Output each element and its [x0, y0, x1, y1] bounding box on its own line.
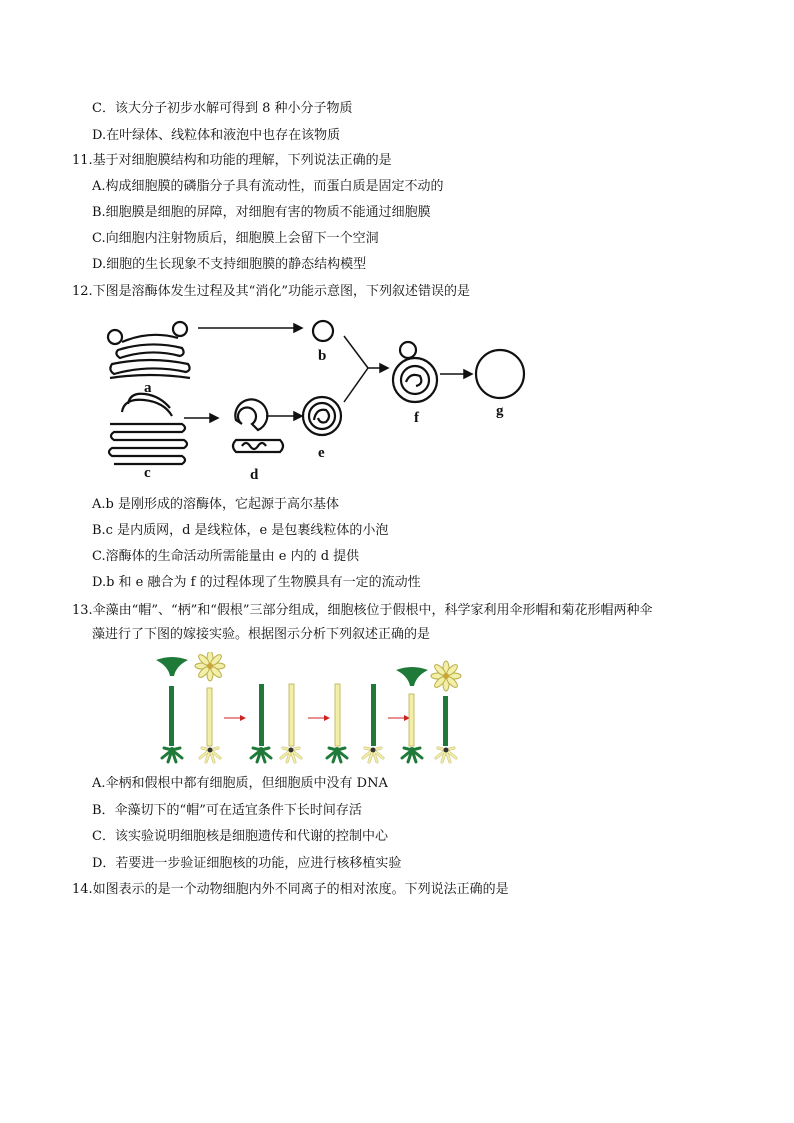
- label-c: c: [144, 465, 151, 481]
- q13-option-c: C．该实验说明细胞核是细胞遗传和代谢的控制中心: [92, 829, 388, 844]
- grafted-green-root: [327, 684, 347, 762]
- grafted-yellow-root: [363, 684, 383, 762]
- q11-stem: 11.基于对细胞膜结构和功能的理解，下列说法正确的是: [72, 153, 392, 168]
- label-a: a: [144, 380, 152, 396]
- mitochondrion-d: [233, 399, 283, 452]
- green-stalk-on-yellow-root: [281, 684, 301, 762]
- arrow-1: [224, 715, 246, 721]
- q13-stem-line1: 13.伞藻由“帽”、“柄”和“假根”三部分组成，细胞核位于假根中，科学家利用伞形帽和菊花形帽两种伞: [72, 603, 653, 618]
- regenerated-umbrella: [396, 667, 428, 762]
- q13-option-b: B．伞藻切下的“帽”可在适宜条件下长时间存活: [92, 803, 362, 818]
- q11-option-c: C.向细胞内注射物质后，细胞膜上会留下一个空洞: [92, 231, 379, 246]
- q11-option-a: A.构成细胞膜的磷脂分子具有流动性，而蛋白质是固定不动的: [92, 179, 444, 194]
- vesicle-e: [303, 397, 341, 435]
- arrow-2: [308, 715, 330, 721]
- acetabularia-grafting-diagram: [150, 652, 470, 770]
- lysosome-diagram: [100, 312, 540, 487]
- q14-stem: 14.如图表示的是一个动物细胞内外不同离子的相对浓度。下列说法正确的是: [72, 882, 509, 897]
- label-d: d: [250, 467, 259, 483]
- digested-vesicle-g: [476, 350, 524, 398]
- yellow-stalk-on-green-root: [251, 684, 271, 762]
- flower-cap-alga: [195, 652, 225, 762]
- umbrella-cap-alga: [156, 657, 188, 762]
- golgi-apparatus-a: [108, 322, 190, 378]
- label-e: e: [318, 445, 325, 461]
- endoplasmic-reticulum-c: [109, 394, 187, 464]
- label-g: g: [496, 403, 504, 419]
- q12-option-a: A.b 是刚形成的溶酶体，它起源于高尔基体: [92, 497, 339, 512]
- q13-option-a: A.伞柄和假根中都有细胞质，但细胞质中没有 DNA: [92, 776, 388, 791]
- q12-option-c: C.溶酶体的生命活动所需能量由 e 内的 d 提供: [92, 549, 360, 564]
- label-b: b: [318, 348, 327, 364]
- q11-option-b: B.细胞膜是细胞的屏障，对细胞有害的物质不能通过细胞膜: [92, 205, 431, 220]
- q10-option-d: D.在叶绿体、线粒体和液泡中也存在该物质: [92, 128, 341, 143]
- q12-option-d: D.b 和 e 融合为 f 的过程体现了生物膜具有一定的流动性: [92, 575, 421, 590]
- label-f: f: [414, 410, 419, 426]
- fusion-f: [393, 342, 437, 402]
- regenerated-flower: [431, 661, 461, 762]
- q10-option-c: C．该大分子初步水解可得到 8 种小分子物质: [92, 101, 353, 116]
- arrow-3: [388, 715, 410, 721]
- q13-stem-line2: 藻进行了下图的嫁接实验。根据图示分析下列叙述正确的是: [92, 627, 431, 642]
- q12-option-b: B.c 是内质网，d 是线粒体，e 是包裹线粒体的小泡: [92, 523, 389, 538]
- q12-stem: 12.下图是溶酶体发生过程及其“消化”功能示意图，下列叙述错误的是: [72, 284, 470, 299]
- q11-option-d: D.细胞的生长现象不支持细胞膜的静态结构模型: [92, 257, 367, 272]
- lysosome-b: [313, 321, 333, 341]
- q13-option-d: D．若要进一步验证细胞核的功能，应进行核移植实验: [92, 856, 402, 871]
